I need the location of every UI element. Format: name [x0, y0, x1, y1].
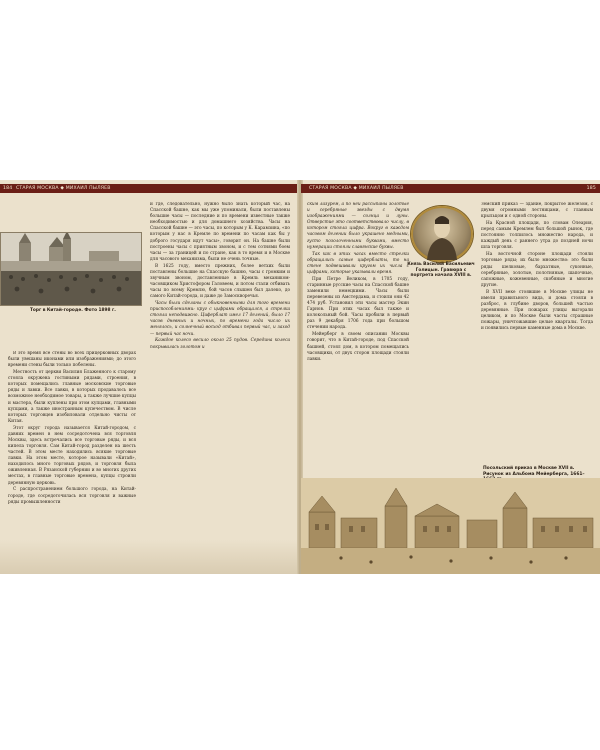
left-col1-paragraph: С распространением большого города, на Китай-городе, где сосредоточилась вся торговля и важные ряды промышленности [8, 487, 136, 505]
left-col2-paragraph: В 1625 году, вместо прежних, более ветхих были поставлены большие на Спасскую башню, часы с громким и звучным звоном, доставленные в Кремль механиком-часовщиком Христофором Галовеем, и потом стали отбивать часы по всему Кремлю, бой часов слышен был далеко, до самого Китай-города, и даже до Замоскворечья. [150, 263, 290, 300]
left-column-1 [8, 351, 136, 561]
left-page-faded-illustration [0, 540, 299, 574]
right-running-title: СТАРАЯ МОСКВА ◆ МИХАИЛ ПЫЛЯЕВ [309, 186, 404, 191]
right-col2-paragraph: В XVII веке стоявшие в Москве улицы не имели правильного вида, и дома стояли в разброс, в глубине дворов, большей частью деревянные. При пожарах улицы выгорали целиком, и по Москве были часты страшные пожары, уничтожавшие целые кварталы. Тогда и появились первые каменные дома в Москве. [481, 289, 593, 332]
right-page-header [301, 184, 600, 193]
right-column-1 [307, 202, 409, 470]
left-column-2 [150, 202, 290, 560]
right-col1-paragraph: При Петре Великом, в 1705 году, старинные русские часы на Спасской башне заменили немецкими. Часы были перевезены из Амстердама, и стоили они 42 474 руб. Установил эти часы мастер Экин Гарнов. При этих часах был также и колокольный бой. Часы пробили в первый раз 9 декабря 1706 года при большом стечении народа. [307, 276, 409, 331]
engraving-caption: Посольский приказ в Москве XVII в. Рисунок из Альбома Мейерберга, 1661– [483, 466, 585, 477]
market-crowd-photo-drawing [1, 233, 141, 305]
left-page [0, 180, 299, 574]
left-running-title: СТАРАЯ МОСКВА ◆ МИХАИЛ ПЫЛЯЕВ [16, 186, 111, 191]
right-col1-paragraph: ским лазурем, а по ней рассыпаны золотые и серебряные звезды с двумя изображениями — солнца и луны. Отверстие это соответствовало числу, в котором стояла цифра. Вокруг в каждом часовом делении было украшено медными, густо позолоченными буквами, вместо нумерации стояли славянские буквы. [307, 202, 409, 250]
right-page-number: 185 [586, 186, 596, 191]
right-col2-paragraph: Земский приказ — здание, покрытое железом, с двумя огромными лестницами, с главным крыльцом и с одной стороны. [481, 202, 593, 220]
kitay-gorod-photo [0, 232, 142, 306]
right-column-2 [481, 202, 593, 470]
posolsky-prikaz-engraving [301, 478, 600, 574]
right-col2-paragraph: На восточной стороне площади стояли торговые ряды; их было множество: это были ряды шелковые, бархатные, суконные, серебряные, золотые, полотняные, шапочные, сапожные, кожевенные, скобяные и многие другие. [481, 252, 593, 288]
left-col1-paragraph: Этот округ города называется Китай-городом, с давних времен в нем сосредоточена вся торговля Москвы, здесь встречались все торговые ряды, и вся кипела торговля. Сам Китай-город разделен на шесть частей. В этом месте находились всякие торговые лавки. На этом месте, которое называли «Китай», находилось много торговых рядов, и торговля была оживленная. В Рязанской губернии и во многих других местах, в главные торговые времена, купцы строили деревянную церковь. [8, 425, 136, 486]
left-page-header [0, 184, 299, 193]
left-col1-paragraph: Местность от церкви Василия Блаженного к старому стояла окружена гостиными рядами, строения, в которых помещались главные московские торговые ряды и лавки. Все лавки, в которых продавалось все возможное необходимое товары, а также лучшие купцы и мастера, были куплены при этом купцами, главными купцами, а также иностранным купечеством. В числе которых торговцев изобиловали отдельно чисты от Китая. [8, 370, 136, 424]
left-col1-paragraph: В это время все стены во всех прицерковных дворах были увешаны иконами или изображениями; до этого времени стены были только побелены. [8, 351, 136, 369]
left-col2-paragraph: Часы были сделаны с обыкновенными для того времени приспособлениями: круг с цифрами обращался, а стрелка стояла неподвижно. Циферблат имел 17 делений, было 17 часов дневных и ночных, по времени года число их менялось, и солнечный восход отбивал первый час, и заход — первый час ночи. [150, 301, 290, 337]
portrait-caption: Князь Василий Васильевич Голицын. Гравюра с портрета начала XVIII в. [407, 262, 475, 278]
right-page [301, 180, 600, 574]
book-spread [0, 180, 600, 574]
left-col2-paragraph: и где, следовательно, нужно было знать который час, на Спасской башне, как мы уже упоминали, были поставлены большие часы — последние и по времени известные также необходимостью и для домашнего хозяйства. Часы на Спасской башне — это часы, по которым у К. Карамзина, «по которым у нас в Кремле по времени по часам как бы у доброго государя идут часы», говорит он. На башне были построены часы с приятным звоном, и с тем сотнями боем часы — за границей и по стране, как в то время и в Москве для часового механизма, были не очень точные. [150, 202, 290, 262]
left-page-number: 184 [3, 186, 13, 191]
right-col1-paragraph: Мейерберг в своем описании Москвы говорит, что в Китай-городе, под Спасской башней, стоял дом, в котором помещались часовщики, от двух сторон площади стояли лавки. [307, 332, 409, 362]
right-col1-paragraph: Так как в этих часах вместо стрелки обращались самые циферблаты, то на стене подвешивали кругом их числа с цифрами, которые указывали время. [307, 251, 409, 275]
photo-caption: Торг в Китай-городе. Фото 1898 г. [30, 308, 116, 313]
moscow-street-engraving-drawing [301, 478, 600, 574]
right-col2-paragraph: На Красной площади, по словам Олеария, перед самым Кремлем был большой рынок, где постоянно толпилось множество народа, и каждый день с раннего утра до поздней ночи шла торговля. [481, 221, 593, 251]
left-col2-paragraph: Каждое колесо весило около 25 пудов. Середина колеса покрывалась золотом и [150, 338, 290, 350]
golitsyn-portrait [411, 206, 473, 262]
portrait-figure-drawing [413, 208, 471, 260]
